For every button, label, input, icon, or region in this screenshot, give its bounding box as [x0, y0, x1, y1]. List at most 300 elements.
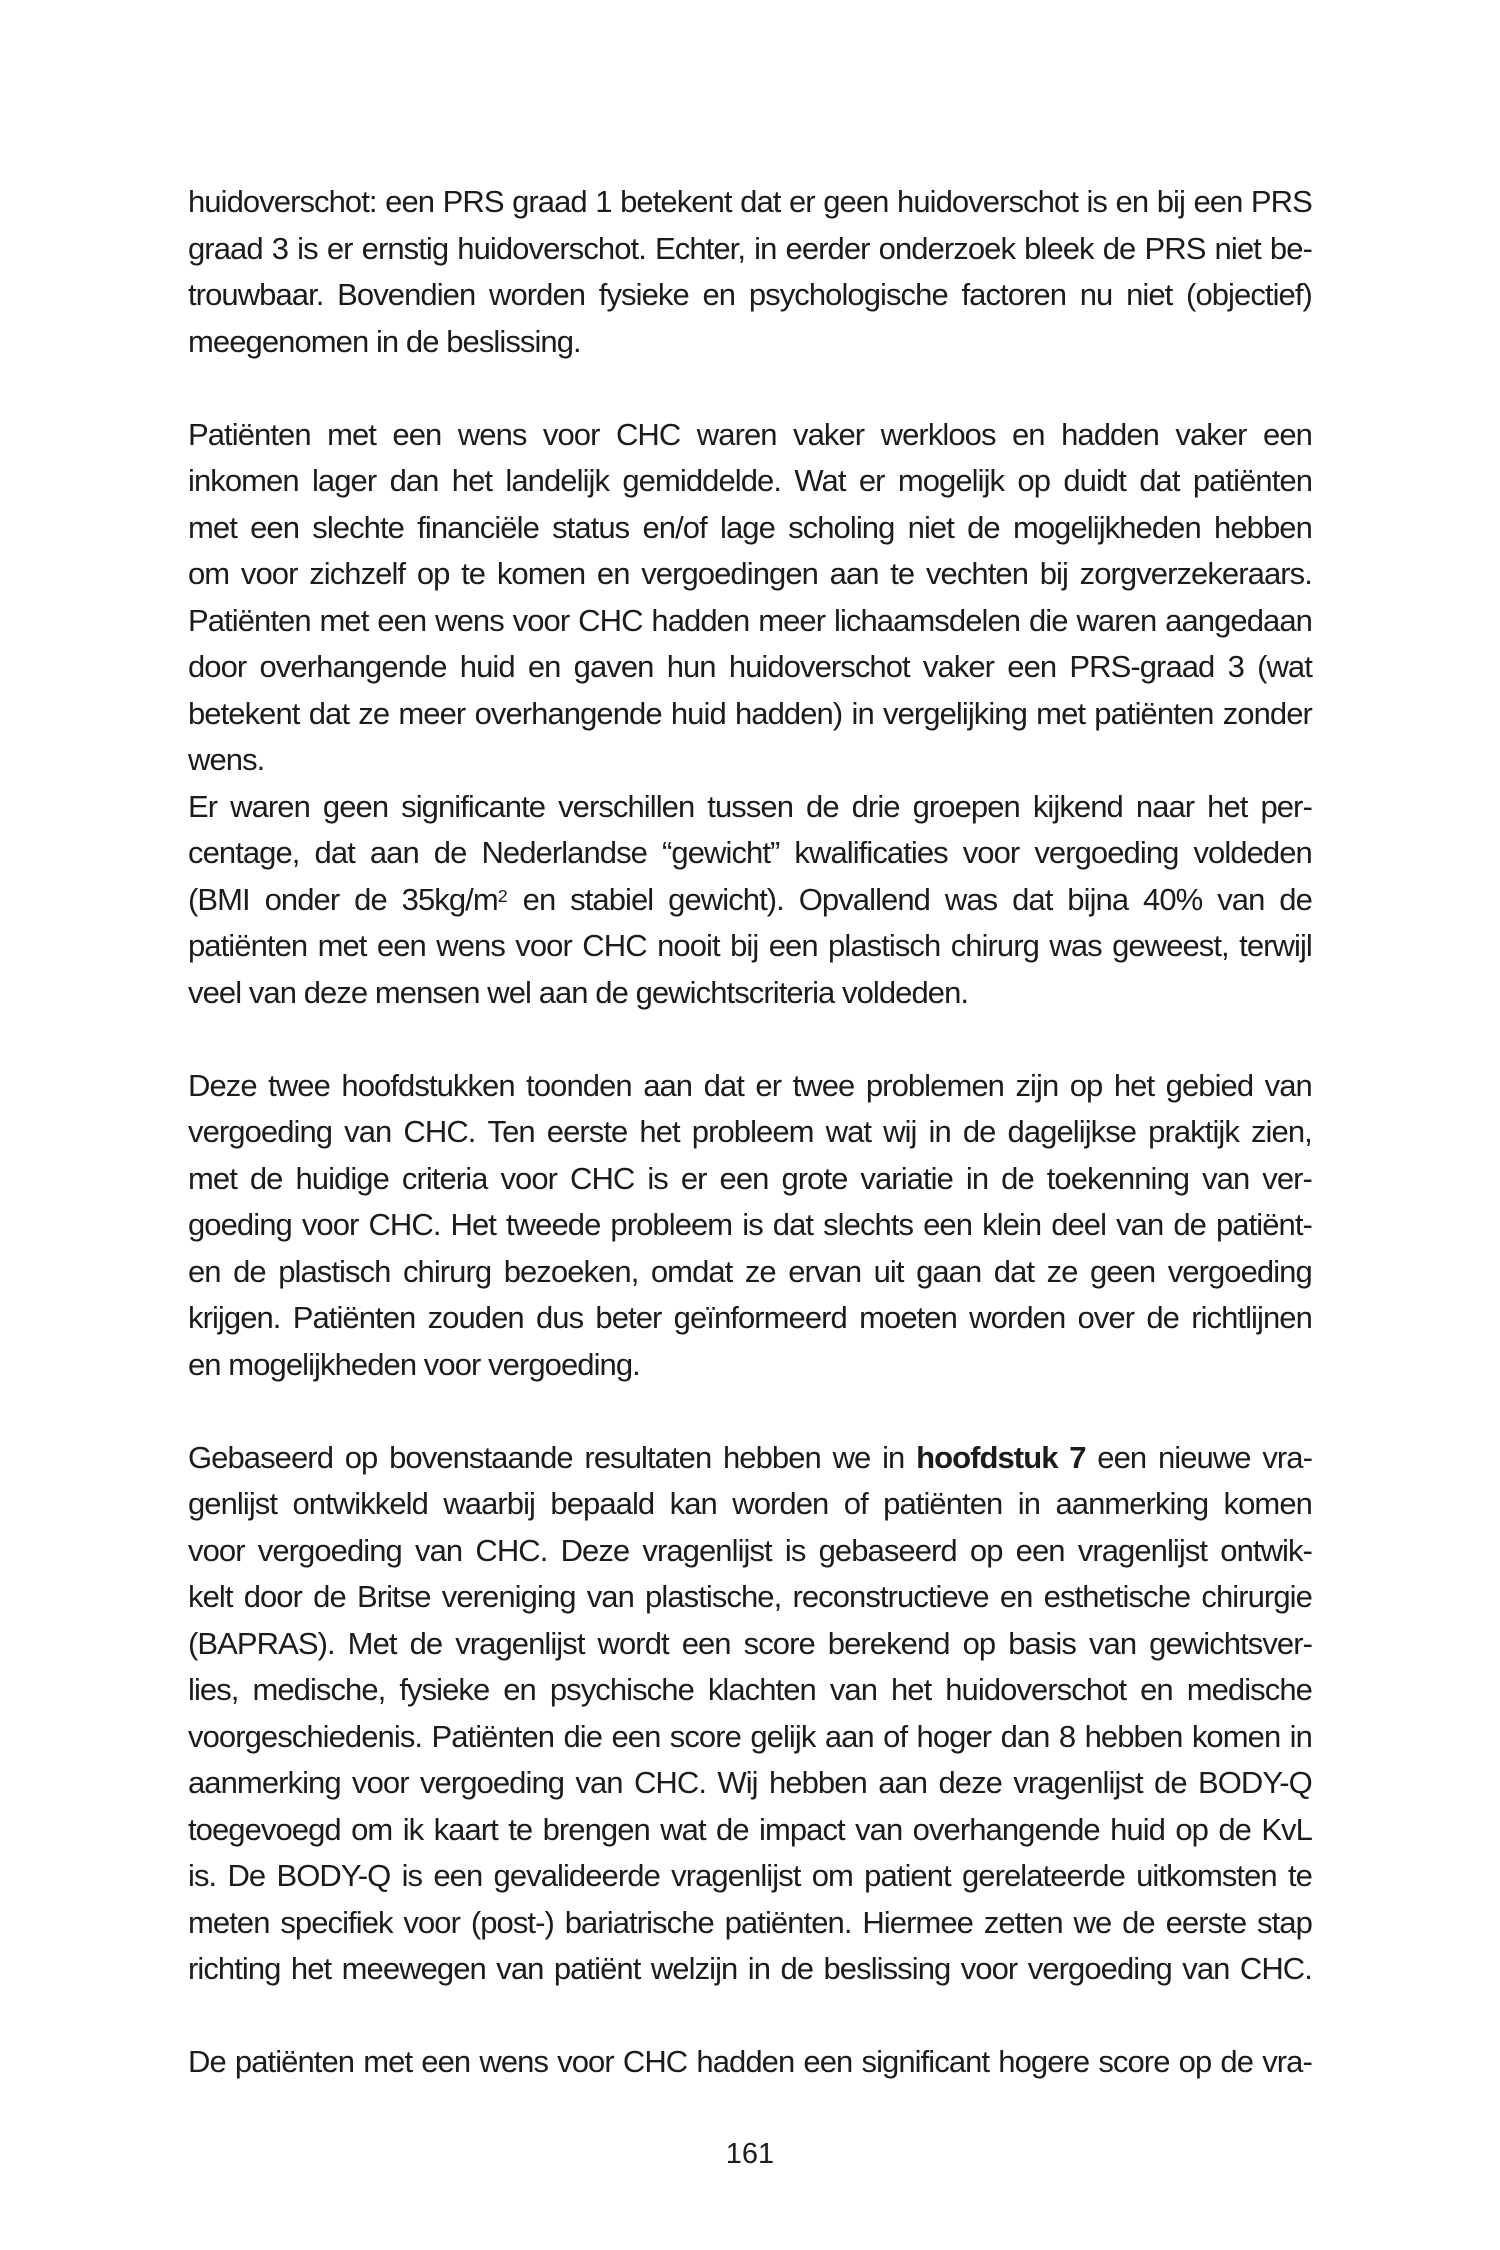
word: Wij — [717, 1765, 758, 1800]
word: een — [385, 184, 435, 219]
word: door — [188, 649, 247, 684]
word: vechten — [925, 556, 1029, 591]
word: inkomen — [188, 463, 299, 498]
word: hadden) — [735, 695, 843, 731]
word: specifiek — [280, 1904, 393, 1940]
word: duidt — [1063, 463, 1126, 498]
word: is — [297, 230, 318, 266]
word: onder — [264, 881, 340, 917]
word: variatie — [860, 1160, 953, 1196]
text-line — [188, 691, 1312, 738]
word: wens — [436, 928, 505, 963]
word: en — [522, 881, 556, 917]
word: vaker — [922, 649, 995, 684]
word: CHC — [578, 602, 643, 638]
word: goeding — [188, 1207, 292, 1242]
word: geïnformeerd — [673, 1300, 847, 1335]
word: worden — [969, 1300, 1066, 1335]
word: ze — [358, 695, 390, 731]
word: komen — [1191, 1718, 1281, 1754]
word: naar — [1135, 788, 1195, 824]
word: deel — [1051, 1207, 1107, 1242]
word: voor — [515, 928, 572, 963]
word: bepaald — [550, 1486, 655, 1521]
word: de — [716, 1811, 749, 1847]
word: wordt — [597, 1625, 669, 1661]
word: centage, — [188, 835, 300, 870]
text-line — [188, 1156, 1312, 1203]
word: ontwikkeld — [292, 1486, 428, 1521]
word: door — [243, 1579, 303, 1614]
word: PRS — [1250, 184, 1312, 219]
word: en — [503, 1672, 536, 1707]
word: op — [969, 1532, 1003, 1568]
word: de — [313, 1579, 346, 1614]
text-line — [188, 644, 1312, 691]
word: krijgen. — [188, 1300, 281, 1335]
word: om — [351, 1811, 393, 1847]
word: en/of — [642, 509, 707, 545]
word: welzijn — [650, 1951, 738, 1986]
word: voor — [962, 835, 1020, 870]
word: op — [1175, 1811, 1208, 1847]
word: financiële — [417, 509, 539, 545]
word: deze — [938, 1765, 1002, 1800]
word: status — [552, 509, 630, 545]
word: Ten — [487, 1114, 535, 1149]
text-line — [188, 2039, 1312, 2086]
word: plastische, — [645, 1579, 782, 1614]
word: huid — [459, 649, 515, 684]
word: hebben — [1084, 1718, 1183, 1754]
word: Wat — [794, 463, 846, 498]
text-line — [188, 1249, 1312, 1296]
word: niet — [1126, 277, 1173, 312]
word: op — [1017, 463, 1051, 498]
word: wens — [479, 2044, 549, 2079]
word: dagelijkse — [1007, 1114, 1137, 1149]
word: Patiënten — [188, 416, 311, 452]
page-number: 161 — [725, 2138, 775, 2170]
word: waren — [1076, 602, 1157, 638]
word: zonder — [1222, 695, 1312, 731]
word: overhangende — [259, 649, 447, 684]
word: van — [586, 1579, 634, 1614]
text-line — [188, 1435, 1312, 1482]
word: hogere — [998, 2044, 1090, 2079]
word: komen — [496, 556, 586, 591]
word: basis — [1008, 1625, 1076, 1661]
paragraph — [188, 2039, 1312, 2086]
word: moeten — [859, 1300, 957, 1335]
word: en — [527, 649, 561, 684]
word: toegevoegd — [188, 1811, 341, 1847]
word: overhangende — [474, 695, 662, 731]
word: een — [681, 1625, 731, 1661]
word: de — [962, 1114, 996, 1149]
word: BODY-Q — [276, 1858, 391, 1893]
word: van — [1217, 881, 1265, 917]
word: wij — [883, 1114, 917, 1149]
word: gevalideerde — [493, 1858, 660, 1893]
text-line — [188, 1853, 1312, 1900]
word: chirurg — [950, 928, 1039, 963]
word: CHC. — [633, 1765, 707, 1800]
word: met — [327, 416, 376, 452]
word: Patiënten — [292, 1300, 416, 1335]
word: lies, — [188, 1672, 239, 1707]
word: bovenstaande — [389, 1439, 573, 1475]
word: en — [1012, 416, 1045, 452]
word: resultaten — [584, 1439, 712, 1475]
word: ik — [402, 1811, 424, 1847]
word: meer — [758, 602, 826, 638]
word: patiënten — [234, 2044, 355, 2079]
word: klein — [982, 1207, 1042, 1242]
text-line — [188, 1946, 1312, 1993]
word: Met — [347, 1625, 397, 1661]
word: in — [754, 230, 777, 266]
word: voor — [240, 556, 298, 591]
word: 8 — [1058, 1718, 1076, 1754]
word: CHC — [582, 928, 647, 963]
word: eerste — [1165, 1904, 1247, 1940]
word: CHC — [570, 1160, 635, 1196]
word: in — [851, 695, 874, 731]
word: een — [803, 2044, 853, 2079]
word: waarbij — [443, 1486, 536, 1521]
word: en — [188, 1253, 221, 1289]
word: geen — [1089, 1253, 1156, 1289]
word: aan — [824, 1718, 874, 1754]
word: vergoeding — [257, 1532, 402, 1568]
word: richtlijnen — [1191, 1300, 1312, 1335]
word: huid — [670, 695, 726, 731]
word: patiënten — [1192, 463, 1312, 498]
word: $35kg/m^2$ — [401, 881, 508, 917]
word: vereniging — [441, 1579, 576, 1614]
word: er — [680, 1160, 707, 1196]
word: bij — [1156, 184, 1185, 219]
word: de — [1102, 230, 1136, 266]
word: op — [962, 1625, 996, 1661]
word: van — [1264, 1067, 1312, 1103]
word: KvL — [1261, 1811, 1312, 1847]
word: ze — [1046, 1253, 1078, 1289]
word: scholing — [788, 509, 895, 545]
word: wens — [435, 602, 504, 638]
word: huid — [1110, 1811, 1165, 1847]
text-line — [188, 1667, 1312, 1714]
text-line — [188, 1109, 1312, 1156]
word: significante — [401, 788, 546, 824]
word: “gewicht” — [662, 835, 780, 870]
word: eerste — [546, 1114, 628, 1149]
word: Opvallend — [798, 881, 930, 917]
word: vragenlijst — [642, 1532, 772, 1568]
text-line — [188, 923, 1312, 970]
word: patient — [864, 1858, 951, 1893]
text-line — [188, 458, 1312, 505]
word: van — [1202, 1160, 1250, 1196]
word: CHC. — [1239, 1951, 1312, 1986]
word: hebben — [1214, 509, 1312, 545]
word: voor — [512, 602, 570, 638]
word: reconstructieve — [792, 1579, 989, 1614]
word: de — [409, 1625, 443, 1661]
word: grote — [781, 1160, 848, 1196]
word: in — [882, 1439, 905, 1475]
word: dan — [1000, 1718, 1050, 1754]
word: hun — [666, 649, 716, 684]
word: de — [806, 788, 839, 824]
word: huidoverschot. — [457, 230, 646, 266]
word: van — [1088, 1625, 1137, 1661]
word: dan — [389, 463, 439, 498]
word: vragenlijst — [671, 1858, 801, 1893]
word: 1 — [595, 184, 612, 219]
word: voor — [352, 1765, 409, 1800]
superscript: 2 — [497, 885, 508, 906]
word: was — [1049, 928, 1102, 963]
word: is — [401, 1858, 423, 1893]
word: nu — [1079, 277, 1113, 312]
word: onderzoek — [878, 230, 1016, 266]
word: impact — [759, 1811, 845, 1847]
text-line — [188, 1481, 1312, 1528]
word: we — [1073, 1904, 1112, 1940]
word: gewichtsver- — [1149, 1625, 1312, 1661]
word: dat — [314, 835, 355, 870]
word: CHC. — [475, 1532, 548, 1568]
word: overhangende — [912, 1811, 1100, 1847]
word: CHC — [622, 2044, 688, 2079]
word: Echter, — [655, 230, 746, 266]
word: twee — [792, 1067, 855, 1103]
word: Deze — [188, 1067, 257, 1103]
word: aanmerking — [1055, 1486, 1209, 1521]
word: van — [855, 1811, 903, 1847]
word: de — [1146, 1300, 1179, 1335]
word: criteria — [401, 1160, 488, 1196]
word: met — [1036, 695, 1086, 731]
word: per- — [1260, 788, 1312, 824]
paragraph — [188, 179, 1312, 365]
word: dat — [1012, 881, 1053, 917]
word: van — [496, 1951, 544, 1986]
word: met — [317, 928, 367, 963]
paragraph — [188, 1435, 1312, 1993]
word: hebben — [768, 1765, 867, 1800]
word: dat — [993, 1253, 1035, 1289]
word: lichaamsdelen — [834, 602, 1021, 638]
word: op — [1178, 2044, 1212, 2079]
word: landelijk — [505, 463, 610, 498]
word: waren — [696, 416, 777, 452]
word: medische — [1186, 1672, 1312, 1707]
word: betekent — [620, 184, 732, 219]
word: patiënten — [1094, 695, 1214, 731]
word: op — [1069, 1067, 1103, 1103]
word: worden — [732, 1486, 829, 1521]
word: CHC. — [403, 1114, 476, 1149]
word: en — [1115, 184, 1149, 219]
word: aangedaan — [1165, 602, 1312, 638]
word: De — [227, 1858, 266, 1893]
word: omdat — [650, 1253, 733, 1289]
word: de — [433, 835, 467, 870]
word: over — [1077, 1300, 1135, 1335]
word: worden — [489, 277, 586, 312]
word: huidoverschot: — [188, 184, 377, 219]
word: de — [233, 1253, 266, 1289]
word: bij — [730, 928, 759, 963]
word: BODY-Q — [1197, 1765, 1312, 1800]
word: berekend — [827, 1625, 950, 1661]
word: dat — [1139, 463, 1180, 498]
word: hoofdstukken — [341, 1067, 515, 1103]
word: gaven — [573, 649, 654, 684]
word: betekent — [188, 695, 300, 731]
word: geen — [322, 788, 389, 824]
word: trouwbaar. — [188, 277, 324, 312]
paragraph — [188, 1063, 1312, 1389]
word: vergoeding — [188, 1114, 333, 1149]
word: de — [1220, 2044, 1254, 2079]
word: de — [1218, 1811, 1251, 1847]
word: hadden — [696, 2044, 795, 2079]
word: beter — [595, 1300, 662, 1335]
word: score — [1098, 2044, 1170, 2079]
word: er — [326, 230, 353, 266]
word: chirurg — [402, 1253, 492, 1289]
word: be- — [1269, 230, 1312, 266]
word: vaker — [1175, 416, 1247, 452]
word: CHC — [615, 416, 681, 452]
word: met — [363, 2044, 413, 2079]
word: die — [1028, 602, 1068, 638]
word: praktijk — [1148, 1114, 1239, 1149]
word: dat — [772, 1207, 814, 1242]
word: voor — [500, 1160, 558, 1196]
word: dat — [308, 695, 350, 731]
word: Patiënten — [431, 1718, 555, 1754]
word: PRS — [1144, 230, 1206, 266]
word: tweede — [506, 1207, 601, 1242]
word: te — [890, 556, 915, 591]
word: om — [811, 1858, 853, 1893]
word: voldeden — [1193, 835, 1312, 870]
word: zien, — [1250, 1114, 1312, 1149]
word: score — [669, 1718, 741, 1754]
word: fysieke — [598, 277, 689, 312]
word: vragenlijst — [1077, 1532, 1208, 1568]
word: psychische — [549, 1672, 694, 1707]
word: er — [788, 184, 815, 219]
word: de — [354, 881, 387, 917]
word: vragenlijst — [1013, 1765, 1143, 1800]
word: vra- — [1262, 1439, 1312, 1475]
word: problemen — [865, 1067, 1004, 1103]
word: wat — [660, 1811, 706, 1847]
word: mogelijk — [897, 463, 1005, 498]
word: van — [829, 1672, 878, 1707]
text-line: meegenomen in de beslissing. — [188, 323, 581, 359]
word: medische, — [252, 1672, 386, 1707]
text-line — [188, 1063, 1312, 1110]
word: mogelijkheden — [1012, 509, 1201, 545]
text-line — [188, 1760, 1312, 1807]
word: voorgeschiedenis. — [188, 1718, 423, 1754]
word: nieuwe — [1157, 1439, 1251, 1475]
word: een — [1193, 184, 1243, 219]
word: patiënt- — [1215, 1207, 1312, 1242]
word: slechte — [312, 509, 404, 545]
word: Bovendien — [337, 277, 476, 312]
word: is — [647, 1160, 668, 1196]
word: een — [250, 509, 300, 545]
word: beslissing — [823, 1951, 951, 1986]
word: een — [1263, 416, 1312, 452]
word: er — [755, 1067, 782, 1103]
word: aan — [829, 556, 879, 591]
word: de — [1279, 881, 1312, 917]
word: graad — [188, 230, 263, 266]
word: voor — [301, 1207, 359, 1242]
word: wens — [457, 416, 527, 452]
word: Patiënten — [188, 602, 311, 638]
word: vragenlijst — [455, 1625, 585, 1661]
word: factoren — [961, 277, 1067, 312]
word: voor — [188, 1532, 245, 1568]
word: aan — [878, 1765, 928, 1800]
word: Deze — [560, 1532, 630, 1568]
word: een — [421, 2044, 471, 2079]
text-line — [188, 1621, 1312, 1668]
text-line — [188, 1714, 1312, 1761]
word: met — [188, 1160, 237, 1196]
word: CHC. — [368, 1207, 441, 1242]
word: een — [377, 602, 427, 638]
word: vergoeding — [1034, 835, 1179, 870]
word: huidoverschot — [945, 1672, 1127, 1707]
word: significant — [861, 2044, 990, 2079]
word: of — [843, 1486, 868, 1521]
word: meer — [398, 695, 466, 731]
word: aan — [643, 1067, 693, 1103]
word: Nederlandse — [481, 835, 647, 870]
word: de — [780, 1951, 814, 1986]
word: een — [1015, 1532, 1065, 1568]
word: op — [344, 1439, 378, 1475]
word: kan — [669, 1486, 717, 1521]
word: met — [188, 509, 237, 545]
word: vergoedingen — [641, 556, 818, 591]
word: uitkomsten — [1136, 1858, 1277, 1893]
text-line — [188, 551, 1312, 598]
word: die — [563, 1718, 603, 1754]
text-line — [188, 877, 1312, 924]
word: tussen — [707, 788, 794, 824]
word: het — [890, 1672, 932, 1707]
word: dat — [740, 184, 781, 219]
word: het — [290, 1951, 332, 1986]
word: Britse — [356, 1579, 431, 1614]
word: en — [702, 277, 736, 312]
word: (BAPRAS). — [188, 1625, 335, 1661]
text-line: en mogelijkheden voor vergoeding. — [188, 1346, 640, 1382]
word: het — [1207, 788, 1248, 824]
